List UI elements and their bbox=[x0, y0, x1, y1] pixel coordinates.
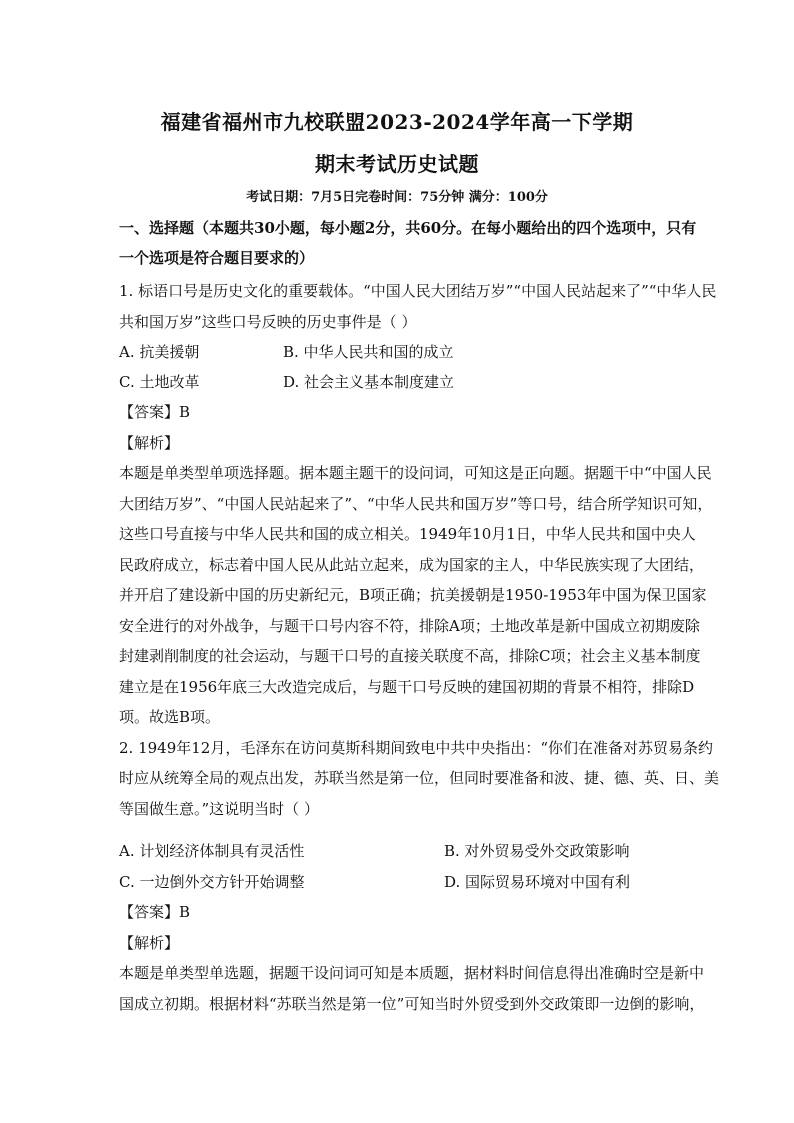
q2-analysis-line: 国成立初期。根据材料“苏联当然是第一位”可知当时外贸受到外交政策即一边倒的影响， bbox=[119, 995, 705, 1013]
q1-option-b: B. 中华人民共和国的成立 bbox=[283, 343, 454, 361]
q1-analysis-line: 封建剥削制度的社会运动，与题干口号的直接关联度不高，排除C项；社会主义基本制度 bbox=[119, 647, 701, 665]
q2-option-a: A. 计划经济体制具有灵活性 bbox=[119, 842, 305, 860]
document-title-line1: 福建省福州市九校联盟2023-2024学年高一下学期 bbox=[160, 110, 634, 134]
q1-analysis-line: 项。故选B项。 bbox=[119, 708, 221, 726]
q2-option-c: C. 一边倒外交方针开始调整 bbox=[119, 873, 305, 891]
q1-option-c: C. 土地改革 bbox=[119, 373, 200, 391]
q1-stem-line1: 1. 标语口号是历史文化的重要载体。“中国人民大团结万岁”“中国人民站起来了”“中华人民 bbox=[119, 282, 717, 300]
q2-option-d: D. 国际贸易环境对中国有利 bbox=[444, 873, 631, 891]
q2-option-b: B. 对外贸易受外交政策影响 bbox=[444, 842, 630, 860]
q1-analysis-line: 建立是在1956年底三大改造完成后，与题干口号反映的建国初期的背景不相符，排除D bbox=[119, 678, 695, 696]
section-heading-line2: 一个选项是符合题目要求的） bbox=[119, 249, 315, 267]
q1-analysis-line: 并开启了建设新中国的历史新纪元，B项正确；抗美援朝是1950-1953年中国为保卫国家 bbox=[119, 586, 707, 604]
q2-analysis-line: 本题是单类型单选题，据题干设问词可知是本质题，据材料时间信息得出准确时空是新中 bbox=[119, 964, 705, 982]
q1-answer: 【答案】B bbox=[119, 403, 191, 421]
q2-analysis-label: 【解析】 bbox=[119, 934, 180, 952]
q1-analysis-line: 这些口号直接与中华人民共和国的成立相关。1949年10月1日，中华人民共和国中央人 bbox=[119, 525, 696, 543]
q1-analysis-line: 本题是单类型单项选择题。据本题主题干的设问词，可知这是正向题。据题干中“中国人民 bbox=[119, 464, 712, 482]
q1-analysis-line: 大团结万岁”、“中国人民站起来了”、“中华人民共和国万岁”等口号，结合所学知识可知， bbox=[119, 495, 713, 513]
q1-stem-line2: 共和国万岁”这些口号反映的历史事件是（ ） bbox=[119, 313, 417, 331]
q1-analysis-label: 【解析】 bbox=[119, 434, 180, 452]
q1-analysis-line: 民政府成立，标志着中国人民从此站立起来，成为国家的主人，中华民族实现了大团结， bbox=[119, 556, 705, 574]
exam-info: 考试日期：7月5日完卷时间：75分钟 满分：100分 bbox=[246, 190, 548, 205]
q1-analysis-line: 安全进行的对外战争，与题干口号内容不符，排除A项；土地改革是新中国成立初期废除 bbox=[119, 617, 700, 635]
q2-stem-line2: 时应从统筹全局的观点出发，苏联当然是第一位，但同时要准备和波、捷、德、英、日、美 bbox=[119, 769, 720, 787]
q1-option-a: A. 抗美援朝 bbox=[119, 343, 200, 361]
q1-option-d: D. 社会主义基本制度建立 bbox=[283, 373, 455, 391]
section-heading-line1: 一、选择题（本题共30小题，每小题2分，共60分。在每小题给出的四个选项中，只有 bbox=[119, 219, 697, 237]
q2-stem-line3: 等国做生意。”这说明当时（ ） bbox=[119, 800, 319, 818]
q2-answer: 【答案】B bbox=[119, 903, 191, 921]
document-title-line2: 期末考试历史试题 bbox=[315, 152, 479, 176]
q2-stem-line1: 2. 1949年12月，毛泽东在访问莫斯科期间致电中共中央指出：“你们在准备对苏贸易条约 bbox=[119, 739, 714, 757]
